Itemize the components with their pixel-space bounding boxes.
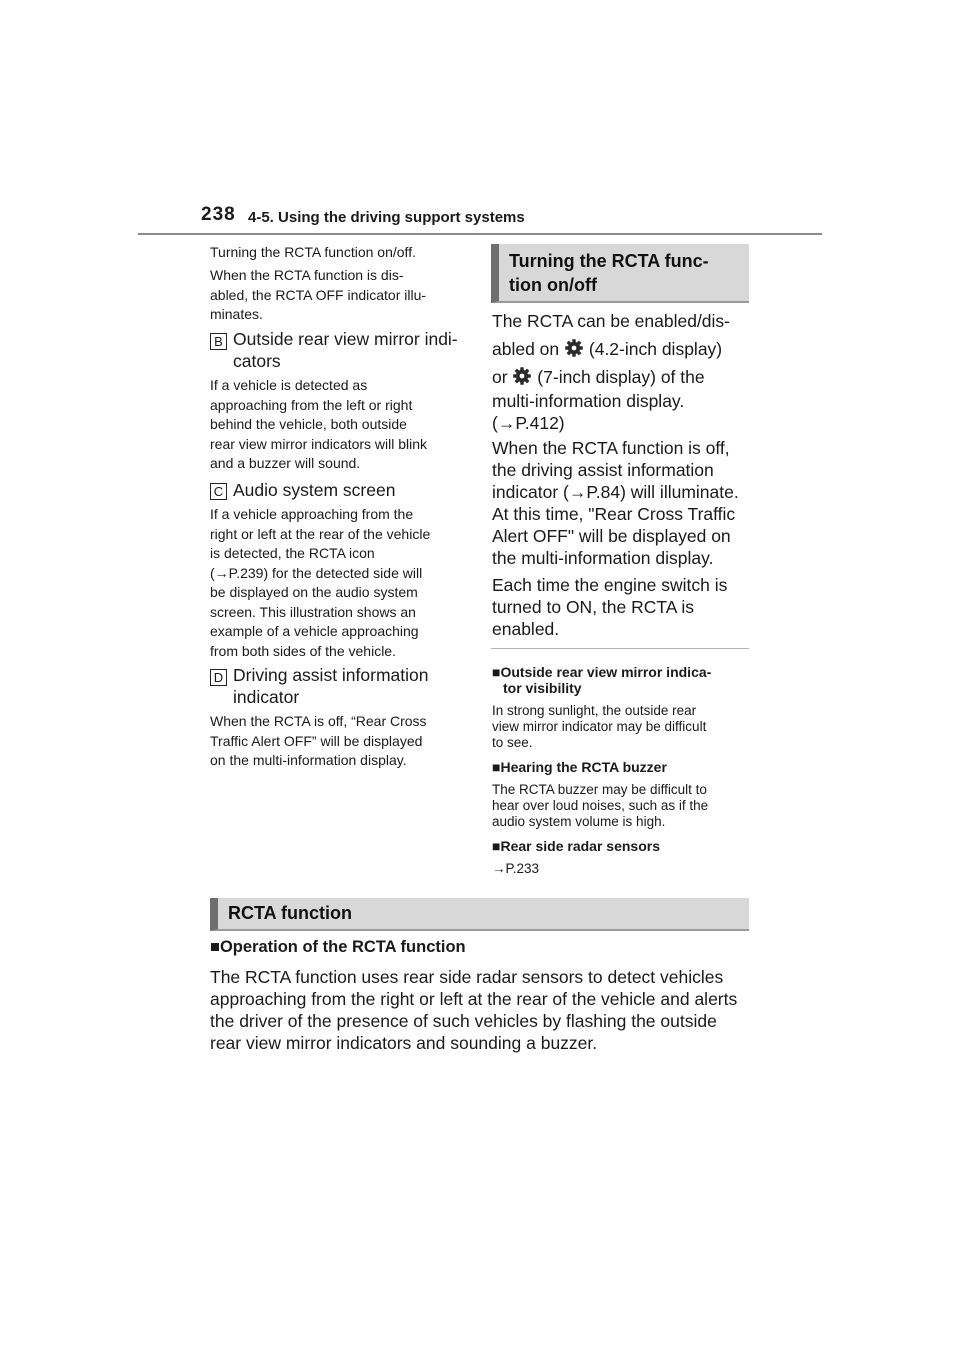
callout-c-title: Audio system screen (233, 480, 396, 500)
section-title: 4-5. Using the driving support systems (248, 209, 525, 226)
callout-b-title: Outside rear view mirror indi- cators (233, 329, 458, 371)
callout-b-body: If a vehicle is detected as approaching from the left or right behind the vehicle, both outside rear view mirror indicators will blink and a buzzer will sound. (210, 377, 428, 471)
notes-divider (491, 648, 749, 649)
heading-turning-rcta: Turning the RCTA func- tion on/off (491, 244, 749, 303)
note-mirror-visibility-body: In strong sunlight, the outside rear view mirror indicator may be difficult to see. (492, 703, 707, 750)
callout-c-body: If a vehicle approaching from the right or left at the rear of the vehicle is detected, the RCTA icon (→P.239) for the detected side will be displayed on the audio system screen. This illustration shows an example of a vehicle approaching from both sides of the vehicle. (210, 506, 431, 659)
page-number: 238 (201, 204, 236, 225)
callout-c-box: C (210, 483, 227, 500)
left-note: When the RCTA function is dis- abled, the RCTA OFF indicator illu- minates. (210, 267, 427, 322)
note-buzzer-body: The RCTA buzzer may be difficult to hear over loud noises, such as if the audio system volume is high. (492, 782, 709, 829)
note-radar-heading: ■Rear side radar sensors (492, 838, 660, 854)
gear-icon (564, 338, 584, 358)
note-buzzer-heading: ■Hearing the RCTA buzzer (492, 759, 667, 775)
note-mirror-visibility-heading: ■Outside rear view mirror indica- tor visibility (492, 664, 712, 696)
note-radar-page-link[interactable]: →P.233 (492, 861, 540, 876)
callout-d-box: D (210, 669, 227, 686)
gear-icon (512, 366, 532, 386)
engine-switch-paragraph: Each time the engine switch is turned to ON, the RCTA is enabled. (492, 575, 728, 639)
rcta-toggle-paragraph: The RCTA can be enabled/dis- abled on (4.2-inch display) or (7-inch display) of the multi-information display. (→P.412) (492, 311, 731, 433)
callout-b-box: B (210, 333, 227, 350)
left-intro: Turning the RCTA function on/off. (210, 244, 416, 260)
rcta-off-paragraph: When the RCTA function is off, the driving assist information indicator (→P.84) will illuminate. At this time, "Rear Cross Traffic Alert OFF" will be displayed on the multi-information display. (492, 438, 739, 568)
heading-rcta-function: RCTA function (210, 898, 749, 931)
operation-description: The RCTA function uses rear side radar sensors to detect vehicles approaching from the right or left at the rear of the vehicle and alerts the driver of the presence of such vehicles by flashing the outside rear view mirror indicators and sounding a buzzer. (210, 967, 738, 1053)
callout-d-body: When the RCTA is off, “Rear Cross Traffic Alert OFF” will be displayed on the multi-information display. (210, 713, 427, 768)
header-divider (138, 233, 822, 235)
callout-d-title: Driving assist information indicator (233, 665, 429, 707)
operation-subheading: ■Operation of the RCTA function (210, 938, 466, 956)
